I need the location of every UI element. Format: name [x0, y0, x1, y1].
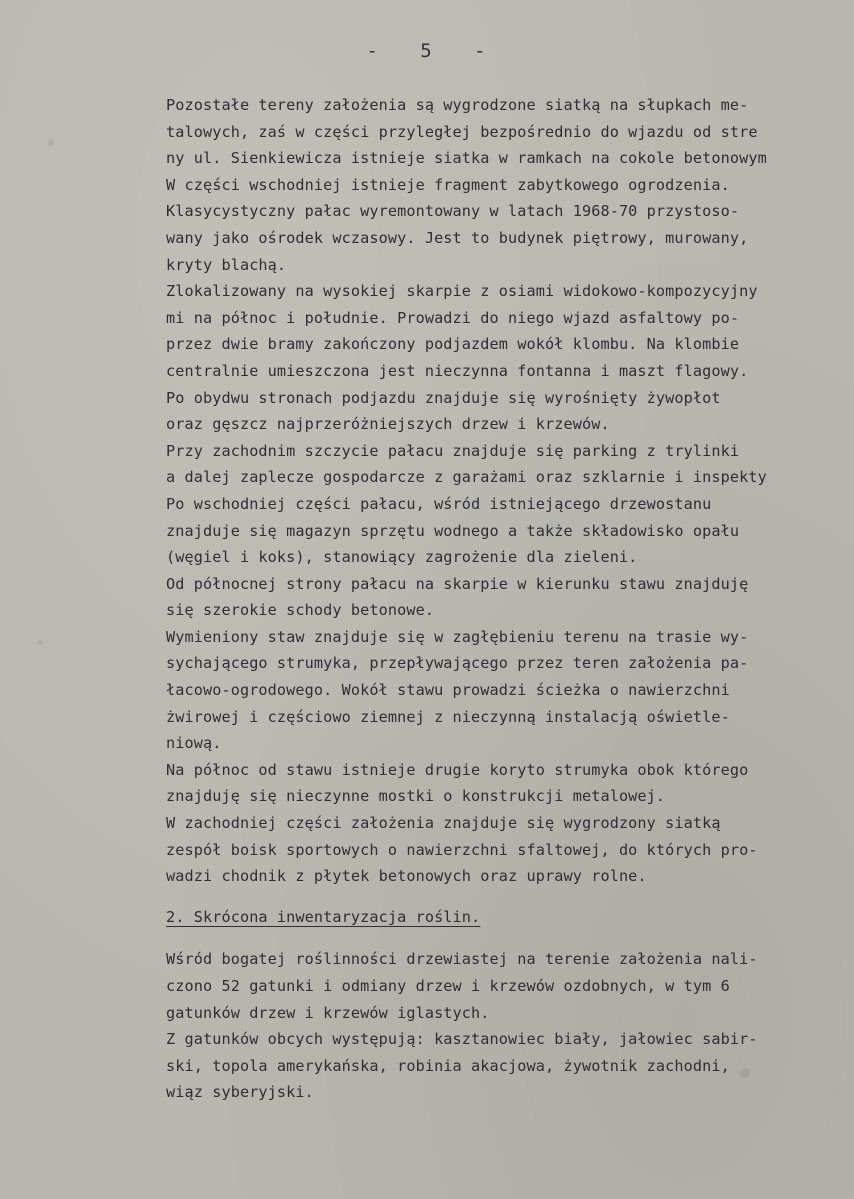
page-number: - 5 -	[366, 40, 488, 62]
text-line: Wymieniony staw znajduje się w zagłębieniu terenu na trasie wy-	[166, 627, 749, 646]
text-line: W części wschodniej istnieje fragment zabytkowego ogrodzenia.	[166, 175, 730, 194]
paragraph-plant-inventory	[166, 946, 846, 1106]
text-line: W zachodniej części założenia znajduje się wygrodzony siatką	[166, 814, 721, 833]
text-line: czono 52 gatunki i odmiany drzew i krzewów ozdobnych, w tym 6	[166, 977, 730, 995]
text-line: Od północnej strony pałacu na skarpie w kierunku stawu znajduję	[166, 574, 749, 593]
text-line: żwirowej i częściowo ziemnej z nieczynną instalacją oświetle-	[166, 707, 730, 726]
text-line: Pozostałe tereny założenia są wygrodzone siatką na słupkach me-	[166, 96, 749, 114]
text-line: oraz gęszcz najprzeróżniejszych drzew i krzewów.	[166, 415, 610, 434]
paper-stain	[48, 140, 54, 146]
section-heading	[166, 904, 846, 931]
text-line: kryty blachą.	[166, 255, 287, 274]
text-line: Po obydwu stronach podjazdu znajduje się wyrośnięty żywopłot	[166, 388, 721, 407]
section-heading-text: 2. Skrócona inwentaryzacja roślin.	[166, 907, 481, 926]
paragraph-site-description	[166, 92, 846, 890]
text-line: się szerokie schody betonowe.	[166, 601, 435, 620]
text-line: Zlokalizowany na wysokiej skarpie z osiami widokowo-kompozycyjny	[166, 282, 758, 301]
document-body	[166, 92, 846, 1106]
text-line: łacowo-ogrodowego. Wokół stawu prowadzi ścieżka o nawierzchni	[166, 681, 730, 700]
text-line: znajduję się nieczynne mostki o konstrukcji metalowej.	[166, 787, 666, 806]
text-line: centralnie umieszczona jest nieczynna fontanna i maszt flagowy.	[166, 361, 749, 380]
text-line: gatunków drzew i krzewów iglastych.	[166, 1003, 490, 1022]
text-line: sychającego strumyka, przepływającego przez teren założenia pa-	[166, 654, 749, 673]
text-line: Przy zachodnim szczycie pałacu znajduje się parking z trylinki	[166, 441, 740, 460]
text-line: ski, topola amerykańska, robinia akacjowa, żywotnik zachodni,	[166, 1056, 730, 1075]
text-line: wany jako ośrodek wczasowy. Jest to budynek piętrowy, murowany,	[166, 228, 749, 247]
text-line: Na północ od stawu istnieje drugie koryto strumyka obok którego	[166, 760, 749, 779]
text-line: niową.	[166, 734, 222, 753]
text-line: a dalej zaplecze gospodarcze z garażami oraz szklarnie i inspekty	[166, 468, 767, 487]
text-line: Z gatunków obcych występują: kasztanowiec biały, jałowiec sabir-	[166, 1030, 758, 1049]
text-line: wadzi chodnik z płytek betonowych oraz uprawy rolne.	[166, 867, 647, 886]
paper-stain	[38, 640, 43, 645]
text-line: Klasycystyczny pałac wyremontowany w latach 1968-70 przystoso-	[166, 202, 740, 221]
text-line: znajduje się magazyn sprzętu wodnego a także składowisko opału	[166, 521, 740, 540]
text-line: Wśród bogatej roślinności drzewiastej na terenie założenia nali-	[166, 950, 758, 969]
text-line: przez dwie bramy zakończony podjazdem wokół klombu. Na klombie	[166, 335, 740, 354]
text-line: mi na północ i południe. Prowadzi do niego wjazd asfaltowy po-	[166, 308, 740, 327]
text-line: zespół boisk sportowych o nawierzchni sfaltowej, do których pro-	[166, 840, 758, 859]
text-line: ny ul. Sienkiewicza istnieje siatka w ramkach na cokole betonowym	[166, 149, 767, 168]
text-line: Po wschodniej części pałacu, wśród istniejącego drzewostanu	[166, 494, 712, 513]
text-line: (węgiel i koks), stanowiący zagrożenie dla zieleni.	[166, 548, 638, 567]
text-line: talowych, zaś w części przyległej bezpośrednio do wjazdu od stre	[166, 122, 758, 141]
text-line: wiąz syberyjski.	[166, 1083, 314, 1102]
